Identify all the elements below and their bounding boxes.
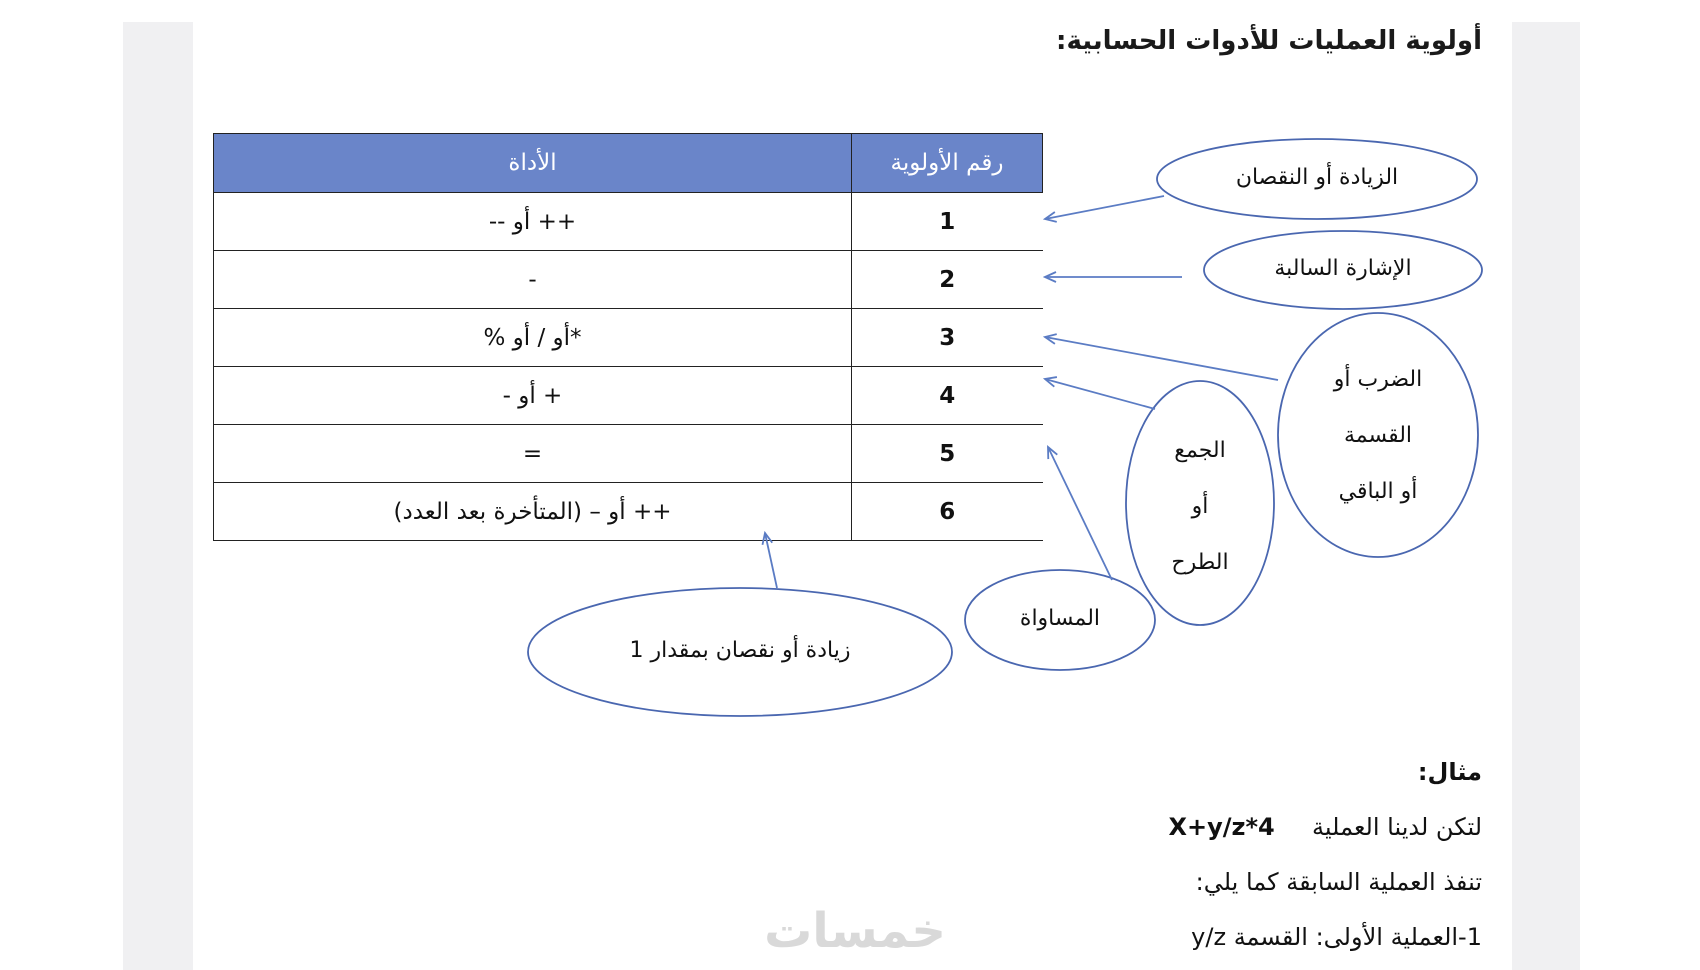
example-line-1-text: لتكن لدينا العملية [1312, 813, 1482, 841]
example-expression: X+y/z*4 [1168, 813, 1275, 841]
arrow-postfix [765, 533, 777, 588]
arrow-increment-decrement [1045, 196, 1164, 219]
priority-number: 2 [852, 251, 1043, 309]
callout-add-subtract [1126, 423, 1274, 591]
callout-line: الطرح [1171, 550, 1229, 575]
example-line-1 [1169, 813, 1483, 841]
callout-multiply-divide-mod [1278, 352, 1478, 520]
priority-number: 6 [852, 483, 1043, 541]
section-title: أولوية العمليات للأدوات الحسابية: [1056, 26, 1482, 56]
callout-line: الجمع [1174, 438, 1226, 463]
callout-line: القسمة [1343, 423, 1413, 448]
priority-number: 1 [852, 193, 1043, 251]
arrow-add-subtract [1045, 379, 1155, 409]
callout-negative-sign: الإشارة السالبة [1274, 256, 1412, 281]
callout-line: أو [1191, 494, 1209, 519]
header-priority-number: رقم الأولوية [852, 134, 1043, 193]
callout-assignment: المساواة [1019, 606, 1101, 631]
operator-text: ++ أو – (المتأخرة بعد العدد) [393, 498, 672, 525]
priority-number: 3 [852, 309, 1043, 367]
operator-text: = [522, 440, 543, 467]
example-line-3 [1191, 923, 1482, 951]
callout-line: أو الباقي [1338, 479, 1418, 504]
example-line-2: تنفذ العملية السابقة كما يلي: [1195, 868, 1482, 896]
callout-line: الضرب أو [1333, 367, 1423, 392]
arrow-multiply-divide-mod [1045, 337, 1278, 380]
header-operator: الأداة [214, 134, 852, 193]
arrow-assignment [1048, 447, 1112, 580]
priority-number: 5 [852, 425, 1043, 483]
priority-number: 4 [852, 367, 1043, 425]
example-line-3-expr: y/z [1191, 923, 1227, 951]
operator-text: ++ أو -- [488, 208, 577, 235]
operator-text: + أو - [502, 382, 563, 409]
example-line-3-text: 1-العملية الأولى: القسمة [1233, 923, 1482, 951]
callout-postfix: زيادة أو نقصان بمقدار 1 [629, 638, 851, 663]
callout-increment-decrement: الزيادة أو النقصان [1235, 165, 1399, 190]
watermark-logo: خمسات [764, 903, 946, 959]
example-heading: مثال: [1417, 758, 1482, 786]
operator-text: - [528, 266, 537, 293]
operator-text: *أو / أو % [483, 324, 582, 351]
